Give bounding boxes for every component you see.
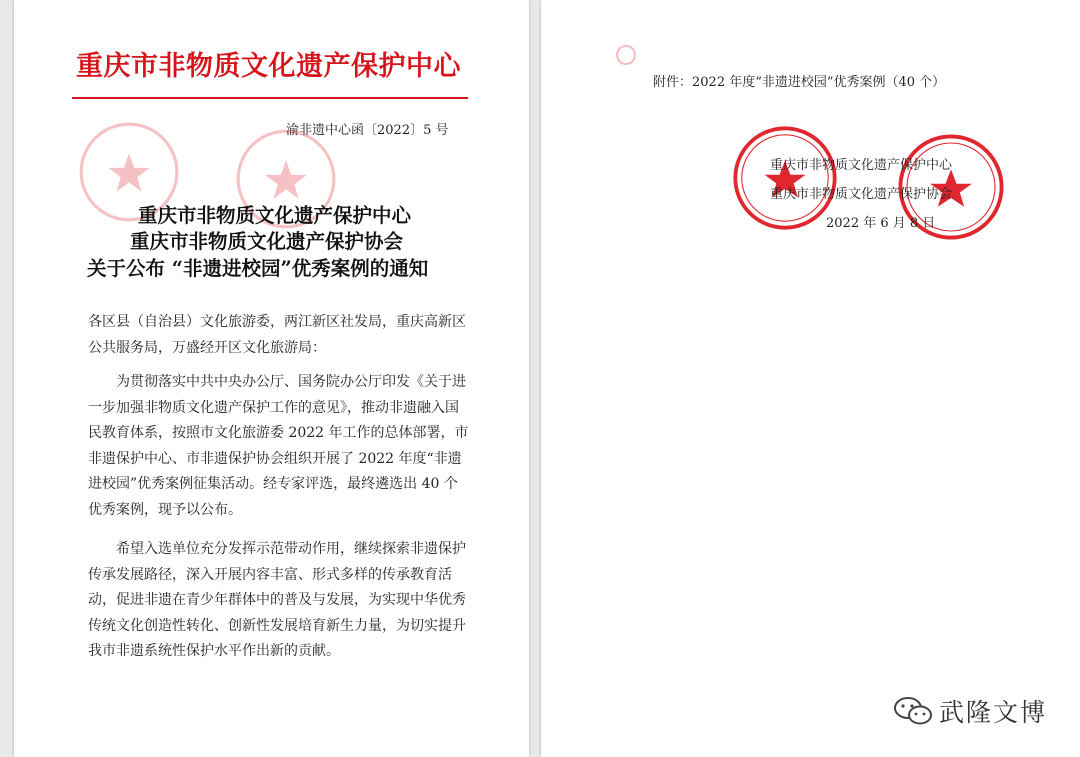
title-line-3: 关于公布 “非遗进校园”优秀案例的通知 — [87, 257, 429, 280]
document-number: 渝非遗中心函〔2022〕5 号 — [286, 123, 449, 138]
seal-star-icon — [731, 124, 839, 232]
issue-date: 2022 年 6 月 8 日 — [826, 216, 936, 231]
body-paragraph-1: 为贯彻落实中共中央办公厅、国务院办公厅印发《关于进一步加强非物质文化遗产保护工作的意见》，推动非遗融入国民教育体系，按照市文化旅游委 2022 年工作的总体部署，市非遗保护中心、市非遗保护协会组织开展了 2022 年度“非遗进校园”优秀案例征集活动。经专家评选，最终遴选出 40 个优秀案例，现予以公布。 — [88, 374, 469, 518]
watermark-text: 武隆文博 — [939, 698, 1048, 727]
wechat-icon — [893, 696, 933, 726]
attachment-line: 附件：2022 年度“非遗进校园”优秀案例（40 个） — [653, 75, 946, 90]
addressee-paragraph: 各区县（自治县）文化旅游委，两江新区社发局，重庆高新区公共服务局，万盛经开区文化旅游局： — [88, 314, 466, 356]
signatory-center: 重庆市非物质文化遗产保护中心 — [770, 158, 953, 173]
title-line-2: 重庆市非物质文化遗产保护协会 — [130, 230, 404, 253]
body-paragraph-2: 希望入选单位充分发挥示范带动作用，继续探索非遗保护传承发展路径，深入开展内容丰富、形式多样的传承教育活动，促进非遗在青少年群体中的普及与发展，为实现中华优秀传统文化创造性转化、创新性发展培育新生力量，为切实提升我市非遗系统性保护水平作出新的贡献。 — [88, 541, 466, 659]
signatory-association: 重庆市非物质文化遗产保护协会 — [770, 187, 953, 202]
org-header: 重庆市非物质文化遗产保护中心 — [76, 51, 461, 82]
notice-page — [14, 0, 529, 757]
header-divider — [72, 97, 468, 99]
title-line-1: 重庆市非物质文化遗产保护中心 — [138, 204, 412, 227]
attachment-page — [541, 0, 1080, 757]
faint-mark-icon — [615, 44, 637, 66]
account-watermark — [893, 693, 1047, 729]
official-seal-image — [731, 124, 839, 232]
